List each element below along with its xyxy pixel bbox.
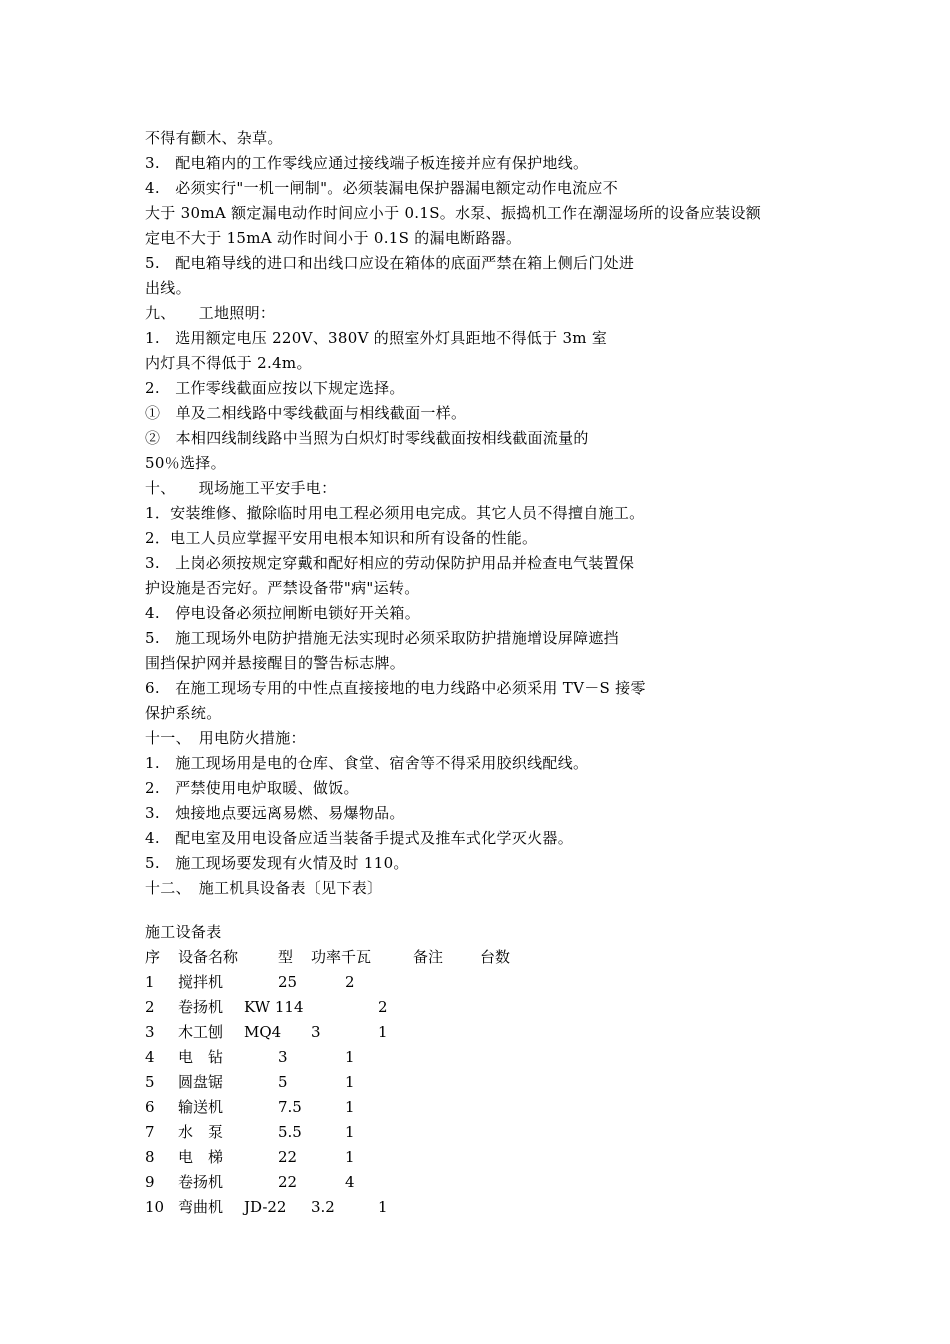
text-line: 3. 上岗必须按规定穿戴和配好相应的劳动保防护用品并检查电气装置保 — [145, 554, 635, 572]
text-line: 4. 必须实行"一机一闸制"。必须装漏电保护器漏电额定动作电流应不 — [145, 179, 619, 197]
text-line: 2. 严禁使用电炉取暖、做饭。 — [145, 779, 359, 797]
text-line: 护设施是否完好。严禁设备带"病"运转。 — [145, 579, 420, 597]
text-line: 5. 施工现场外电防护措施无法实现时必须采取防护措施增设屏障遮挡 — [145, 629, 619, 647]
row-count: 1 — [345, 1148, 355, 1166]
text-line: 保护系统。 — [145, 704, 222, 722]
row-power: 5 — [278, 1073, 288, 1091]
row-count: 1 — [345, 1048, 355, 1066]
row-seq: 6 — [145, 1098, 155, 1116]
row-count: 4 — [345, 1173, 355, 1191]
row-seq: 10 — [145, 1198, 165, 1216]
row-power: 7.5 — [278, 1098, 302, 1116]
text-line: 4. 停电设备必须拉闸断电锁好开关箱。 — [145, 604, 421, 622]
row-count: 1 — [345, 1123, 355, 1141]
row-seq: 7 — [145, 1123, 155, 1141]
text-line: ② 本相四线制线路中当照为白炽灯时零线截面按相线截面流量的 — [145, 429, 589, 447]
row-model: MQ4 — [244, 1023, 282, 1041]
text-line: 3. 配电箱内的工作零线应通过接线端子板连接并应有保护地线。 — [145, 154, 589, 172]
row-name: 电 梯 — [178, 1148, 224, 1166]
row-seq: 3 — [145, 1023, 155, 1041]
row-power: 5.5 — [278, 1123, 302, 1141]
header-model: 型 — [278, 948, 294, 966]
table-title: 施工设备表 — [145, 923, 222, 941]
text-line: 5. 配电箱导线的进口和出线口应设在箱体的底面严禁在箱上侧后门处进 — [145, 254, 635, 272]
row-name: 木工刨 — [178, 1023, 224, 1041]
text-line: ① 单及二相线路中零线截面与相线截面一样。 — [145, 404, 467, 422]
text-line: 大于 30mA 额定漏电动作时间应小于 0.1S。水泵、振捣机工作在潮湿场所的设备应装设额 — [145, 204, 762, 222]
row-seq: 4 — [145, 1048, 155, 1066]
row-count: 1 — [378, 1023, 388, 1041]
row-power: 3 — [311, 1023, 321, 1041]
text-line: 定电不大于 15mA 动作时间小于 0.1S 的漏电断路器。 — [145, 229, 522, 247]
row-count: 1 — [345, 1098, 355, 1116]
header-power: 功率千瓦 — [311, 948, 372, 966]
row-count: 2 — [378, 998, 388, 1016]
row-seq: 2 — [145, 998, 155, 1016]
header-seq: 序 — [145, 948, 161, 966]
row-power: 3.2 — [311, 1198, 335, 1216]
text-line: 6. 在施工现场专用的中性点直接接地的电力线路中必须采用 TV－S 接零 — [145, 679, 646, 697]
row-name: 水 泵 — [178, 1123, 224, 1141]
text-line: 九、 工地照明： — [145, 304, 276, 322]
row-power: 22 — [278, 1148, 298, 1166]
row-power: 3 — [278, 1048, 288, 1066]
row-count: 1 — [345, 1073, 355, 1091]
text-line: 1．安装维修、撤除临时用电工程必须用电完成。其它人员不得擅自施工。 — [145, 504, 645, 522]
text-line: 1. 施工现场用是电的仓库、食堂、宿舍等不得采用胶织线配线。 — [145, 754, 589, 772]
row-seq: 5 — [145, 1073, 155, 1091]
text-line: 1. 选用额定电压 220V、380V 的照室外灯具距地不得低于 3m 室 — [145, 329, 608, 347]
row-seq: 8 — [145, 1148, 155, 1166]
text-line: 不得有颧木、杂草。 — [145, 129, 283, 147]
row-power: 22 — [278, 1173, 298, 1191]
row-model: JD-22 — [244, 1198, 287, 1216]
text-line: 2．电工人员应掌握平安用电根本知识和所有设备的性能。 — [145, 529, 538, 547]
row-name: 卷扬机 — [178, 1173, 224, 1191]
row-power: 25 — [278, 973, 298, 991]
text-line: 出线。 — [145, 279, 191, 297]
header-remark: 备注 — [413, 948, 444, 966]
header-name: 设备名称 — [178, 948, 239, 966]
text-line: 4. 配电室及用电设备应适当装备手提式及推车式化学灭火器。 — [145, 829, 574, 847]
text-line: 围挡保护网并悬接醒目的警告标志牌。 — [145, 654, 406, 672]
row-model: KW 114 — [244, 998, 304, 1016]
row-name: 电 钻 — [178, 1048, 224, 1066]
row-name: 搅拌机 — [178, 973, 224, 991]
row-count: 2 — [345, 973, 355, 991]
text-line: 5. 施工现场要发现有火情及时 110。 — [145, 854, 409, 872]
row-name: 弯曲机 — [178, 1198, 224, 1216]
text-line: 十一、 用电防火措施： — [145, 729, 306, 747]
text-line: 2. 工作零线截面应按以下规定选择。 — [145, 379, 405, 397]
row-name: 卷扬机 — [178, 998, 224, 1016]
row-seq: 1 — [145, 973, 155, 991]
text-line: 内灯具不得低于 2.4m。 — [145, 354, 312, 372]
header-count: 台数 — [480, 948, 511, 966]
row-count: 1 — [378, 1198, 388, 1216]
text-line: 3. 烛接地点要远离易燃、易爆物品。 — [145, 804, 405, 822]
row-name: 输送机 — [178, 1098, 224, 1116]
text-line: 十、 现场施工平安手电： — [145, 479, 337, 497]
text-line: 十二、 施工机具设备表〔见下表〕 — [145, 879, 383, 897]
text-line: 50％选择。 — [145, 454, 226, 472]
row-name: 圆盘锯 — [178, 1073, 224, 1091]
row-seq: 9 — [145, 1173, 155, 1191]
